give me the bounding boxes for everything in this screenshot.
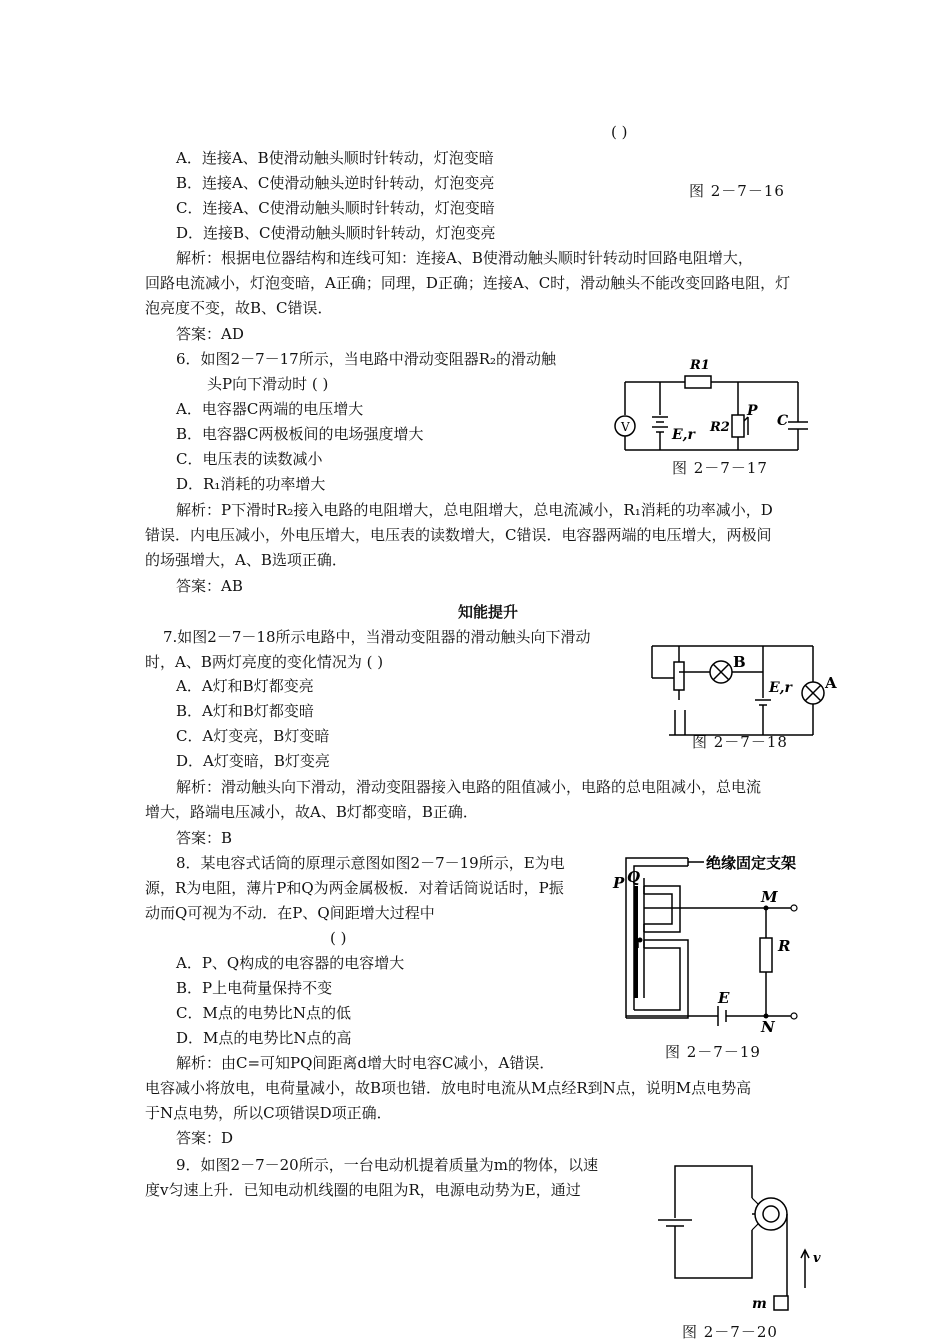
q6-analysis-line-1: 解析：P下滑时R₂接入电路的电阻增大，总电阻增大，总电流减小，R₁消耗的功率减小，D bbox=[176, 501, 773, 519]
q7-option-a: A．A灯和B灯都变亮 bbox=[176, 677, 314, 695]
q9-fig-label-v: v bbox=[813, 1251, 821, 1266]
q6-option-c: C．电压表的读数减小 bbox=[176, 450, 323, 468]
q5-option-b: B．连接A、C使滑动触头逆时针转动，灯泡变亮 bbox=[176, 174, 495, 192]
q6-stem-line-2: 头P向下滑动时 ( ) bbox=[207, 375, 329, 393]
q8-circuit-diagram bbox=[606, 848, 826, 1038]
q8-option-c: C．M点的电势比N点的低 bbox=[176, 1004, 351, 1022]
q5-analysis-line-2: 回路电流减小，灯泡变暗，A正确；同理，D正确；连接A、C时，滑动触头不能改变回路电阻，灯 bbox=[145, 274, 791, 292]
q8-fig-label-m: M bbox=[761, 888, 778, 906]
q5-answer-paren: ( ) bbox=[611, 123, 628, 141]
q8-stem-line-1: 8．某电容式话筒的原理示意图如图2－7－19所示，E为电 bbox=[176, 854, 565, 872]
q6-option-b: B．电容器C两极板间的电场强度增大 bbox=[176, 425, 424, 443]
q6-fig-label-c: C bbox=[777, 413, 789, 429]
q5-option-a: A．连接A、B使滑动触头顺时针转动，灯泡变暗 bbox=[176, 149, 494, 167]
q6-fig-label-r2: R2 bbox=[710, 420, 730, 435]
q6-figure-caption: 图 2－7－17 bbox=[672, 459, 768, 477]
q8-stem-line-2: 源，R为电阻，薄片P和Q为两金属极板．对着话筒说话时，P振 bbox=[145, 879, 564, 897]
q9-stem-line-2: 度v匀速上升．已知电动机线圈的电阻为R，电源电动势为E，通过 bbox=[145, 1181, 581, 1199]
q9-stem-line-1: 9．如图2－7－20所示，一台电动机提着质量为m的物体，以速 bbox=[176, 1156, 598, 1174]
q7-answer: 答案：B bbox=[176, 829, 233, 847]
q8-analysis-line-3: 于N点电势，所以C项错误D项正确． bbox=[145, 1104, 392, 1122]
q5-option-d: D．连接B、C使滑动触头顺时针转动，灯泡变亮 bbox=[176, 224, 496, 242]
q6-answer: 答案：AB bbox=[176, 577, 243, 595]
q6-fig-label-v: V bbox=[621, 420, 630, 434]
q7-circuit-diagram bbox=[645, 640, 845, 740]
q6-fig-label-r1: R1 bbox=[690, 358, 710, 373]
q8-fig-label-r: R bbox=[778, 937, 791, 955]
q9-circuit-diagram bbox=[650, 1158, 830, 1318]
q8-fig-label-support: 绝缘固定支架 bbox=[706, 854, 797, 872]
q8-option-b: B．P上电荷量保持不变 bbox=[176, 979, 333, 997]
q7-option-d: D．A灯变暗，B灯变亮 bbox=[176, 752, 330, 770]
q6-option-a: A．电容器C两端的电压增大 bbox=[176, 400, 364, 418]
q7-fig-label-er: E,r bbox=[769, 680, 792, 696]
q5-figure-caption: 图 2－7－16 bbox=[689, 182, 785, 200]
q7-fig-label-a: A bbox=[825, 674, 837, 692]
q8-fig-label-p: P bbox=[613, 874, 625, 892]
q6-fig-label-p: P bbox=[747, 403, 758, 419]
q8-figure-caption: 图 2－7－19 bbox=[665, 1043, 761, 1061]
q8-answer: 答案：D bbox=[176, 1129, 234, 1147]
q8-stem-line-3: 动而Q可视为不动．在P、Q间距增大过程中 bbox=[145, 904, 435, 922]
q7-option-c: C．A灯变亮，B灯变暗 bbox=[176, 727, 330, 745]
q7-stem-line-2: 时，A、B两灯亮度的变化情况为 ( ) bbox=[145, 653, 384, 671]
q6-circuit-diagram bbox=[610, 355, 810, 455]
q5-option-c: C．连接A、C使滑动触头顺时针转动，灯泡变暗 bbox=[176, 199, 495, 217]
section-title: 知能提升 bbox=[458, 603, 519, 621]
q8-analysis-line-2: 电容减小将放电，电荷量减小，故B项也错．放电时电流从M点经R到N点，说明M点电势高 bbox=[145, 1079, 752, 1097]
q6-stem-line-1: 6．如图2－7－17所示，当电路中滑动变阻器R₂的滑动触 bbox=[176, 350, 557, 368]
q7-stem-line-1: 7.如图2－7－18所示电路中，当滑动变阻器的滑动触头向下滑动 bbox=[163, 628, 591, 646]
q8-option-a: A．P、Q构成的电容器的电容增大 bbox=[176, 954, 405, 972]
q6-analysis-line-2: 错误．内电压减小，外电压增大，电压表的读数增大，C错误．电容器两端的电压增大，两极间 bbox=[145, 526, 772, 544]
q7-fig-label-b: B bbox=[733, 653, 746, 671]
q7-figure-caption: 图 2－7－18 bbox=[692, 733, 788, 751]
q6-analysis-line-3: 的场强增大，A、B选项正确． bbox=[145, 551, 347, 569]
q7-option-b: B．A灯和B灯都变暗 bbox=[176, 702, 314, 720]
q9-figure-caption: 图 2－7－20 bbox=[682, 1323, 778, 1341]
q8-analysis-line-1: 解析：由C=可知PQ间距离d增大时电容C减小，A错误． bbox=[176, 1054, 555, 1072]
q6-fig-label-er: E,r bbox=[672, 427, 695, 443]
q6-option-d: D．R₁消耗的功率增大 bbox=[176, 475, 326, 493]
q9-fig-label-m: m bbox=[752, 1296, 767, 1312]
q5-analysis-line-1: 解析：根据电位器结构和连线可知：连接A、B使滑动触头顺时针转动时回路电阻增大， bbox=[176, 249, 753, 267]
q8-answer-paren: ( ) bbox=[330, 929, 347, 947]
q8-option-d: D．M点的电势比N点的高 bbox=[176, 1029, 352, 1047]
q7-analysis-line-2: 增大，路端电压减小，故A、B灯都变暗，B正确． bbox=[145, 803, 478, 821]
q7-analysis-line-1: 解析：滑动触头向下滑动，滑动变阻器接入电路的阻值减小，电路的总电阻减小，总电流 bbox=[176, 778, 762, 796]
q8-fig-label-n: N bbox=[761, 1018, 775, 1036]
q8-fig-label-q: Q bbox=[627, 868, 641, 886]
q5-answer: 答案：AD bbox=[176, 325, 244, 343]
q5-analysis-line-3: 泡亮度不变，故B、C错误． bbox=[145, 299, 333, 317]
q8-fig-label-e: E bbox=[718, 989, 730, 1007]
